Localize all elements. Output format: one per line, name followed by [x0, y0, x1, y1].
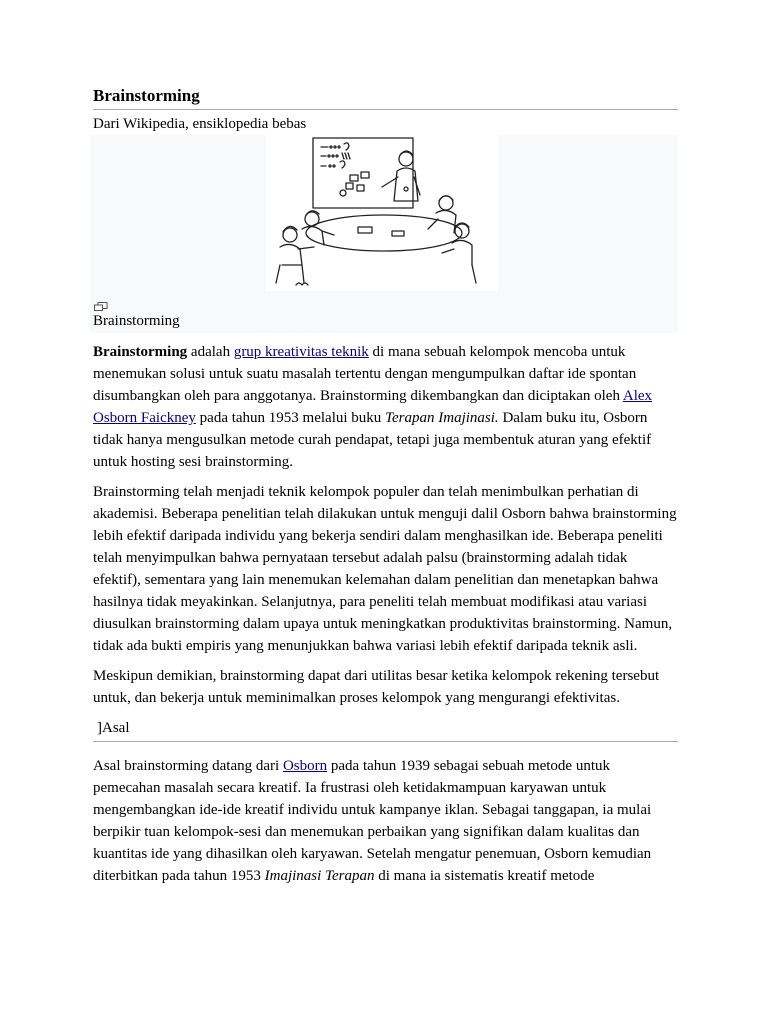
- text-run: di mana sebuah kelompok mencoba untuk menemukan solusi untuk suatu masalah tertentu dengan mengumpulkan daftar ide spontan disumbangkan oleh para anggotanya. Brainstorming dikembangkan dan diciptakan oleh: [93, 344, 637, 404]
- section-heading-asal: ]Asal: [93, 718, 678, 742]
- text-run: adalah: [187, 344, 234, 360]
- link-osborn[interactable]: Osborn: [282, 758, 328, 774]
- text-run: pada tahun 1939 sebagai sebuah metode untuk pemecahan masalah secara kreatif. Ia frustrasi oleh ketidakmampuan karyawan untuk mengembangkan ide-ide kreatif individu untuk kampanye iklan. Sebagai tanggapan, ia mulai berpikir tuan kelompok-sesi dan menemukan perbaikan yang signifikan dalam kualitas dan kuantitas ide yang dihasilkan oleh karyawan. Setelah mengatur penemuan, Osborn kemudian diterbitkan pada tahun 1953: [93, 758, 652, 884]
- text-run: di mana ia sistematis kreatif metode: [374, 868, 595, 884]
- magnify-icon-glyph: [94, 302, 108, 311]
- article: [93, 84, 678, 887]
- italic-book-title: Imajinasi Terapan: [264, 868, 375, 884]
- page-title: Brainstorming: [93, 84, 678, 110]
- magnify-icon[interactable]: [94, 298, 108, 307]
- bold-term: Brainstorming: [93, 344, 188, 360]
- paragraph-origin: [93, 755, 678, 887]
- paragraph-utility: Meskipun demikian, brainstorming dapat dari utilitas besar ketika kelompok rekening tersebut untuk, dan bekerja untuk meminimalkan proses kelompok yang mengurangi efektivitas.: [93, 668, 660, 706]
- illustration-drawing: [266, 135, 498, 291]
- italic-book-title: Terapan Imajinasi.: [385, 410, 499, 426]
- link-grup-kreativitas-teknik[interactable]: grup kreativitas teknik: [233, 344, 369, 360]
- paragraph-research: Brainstorming telah menjadi teknik kelompok populer dan telah menimbulkan perhatian di akademisi. Beberapa penelitian telah dilakukan untuk menguji dalil Osborn bahwa brainstorming lebih efektif daripada individu yang bekerja sendiri dalam menghasilkan ide. Beberapa peneliti telah menyimpulkan bahwa pernyataan tersebut adalah palsu (brainstorming adalah tidak efektif), sementara yang lain menemukan kelemahan dalam penelitian dan menetapkan bahwa hasilnya tidak meyakinkan. Selanjutnya, para peneliti telah membuat modifikasi atau variasi diusulkan brainstorming dalam upaya untuk meningkatkan produktivitas brainstorming. Namun, tidak ada bukti empiris yang menunjukkan bahwa variasi lebih efektif daripada teknik asli.: [93, 484, 677, 654]
- figure: [90, 135, 678, 333]
- link-alex-osborn[interactable]: Alex Osborn Faickney: [93, 388, 653, 426]
- text-run: pada tahun 1953 melalui buku: [195, 410, 386, 426]
- page-subtitle: Dari Wikipedia, ensiklopedia bebas: [93, 116, 307, 132]
- paragraph-intro: [93, 341, 678, 473]
- figure-caption: Brainstorming: [93, 313, 180, 329]
- cartoon-meeting-illustration[interactable]: [266, 135, 498, 291]
- text-run: Asal brainstorming datang dari: [93, 758, 283, 774]
- text-run: Dalam buku itu, Osborn tidak hanya mengusulkan metode curah pendapat, tetapi juga membentuk aturan yang efektif untuk hosting sesi brainstorming.: [93, 410, 652, 470]
